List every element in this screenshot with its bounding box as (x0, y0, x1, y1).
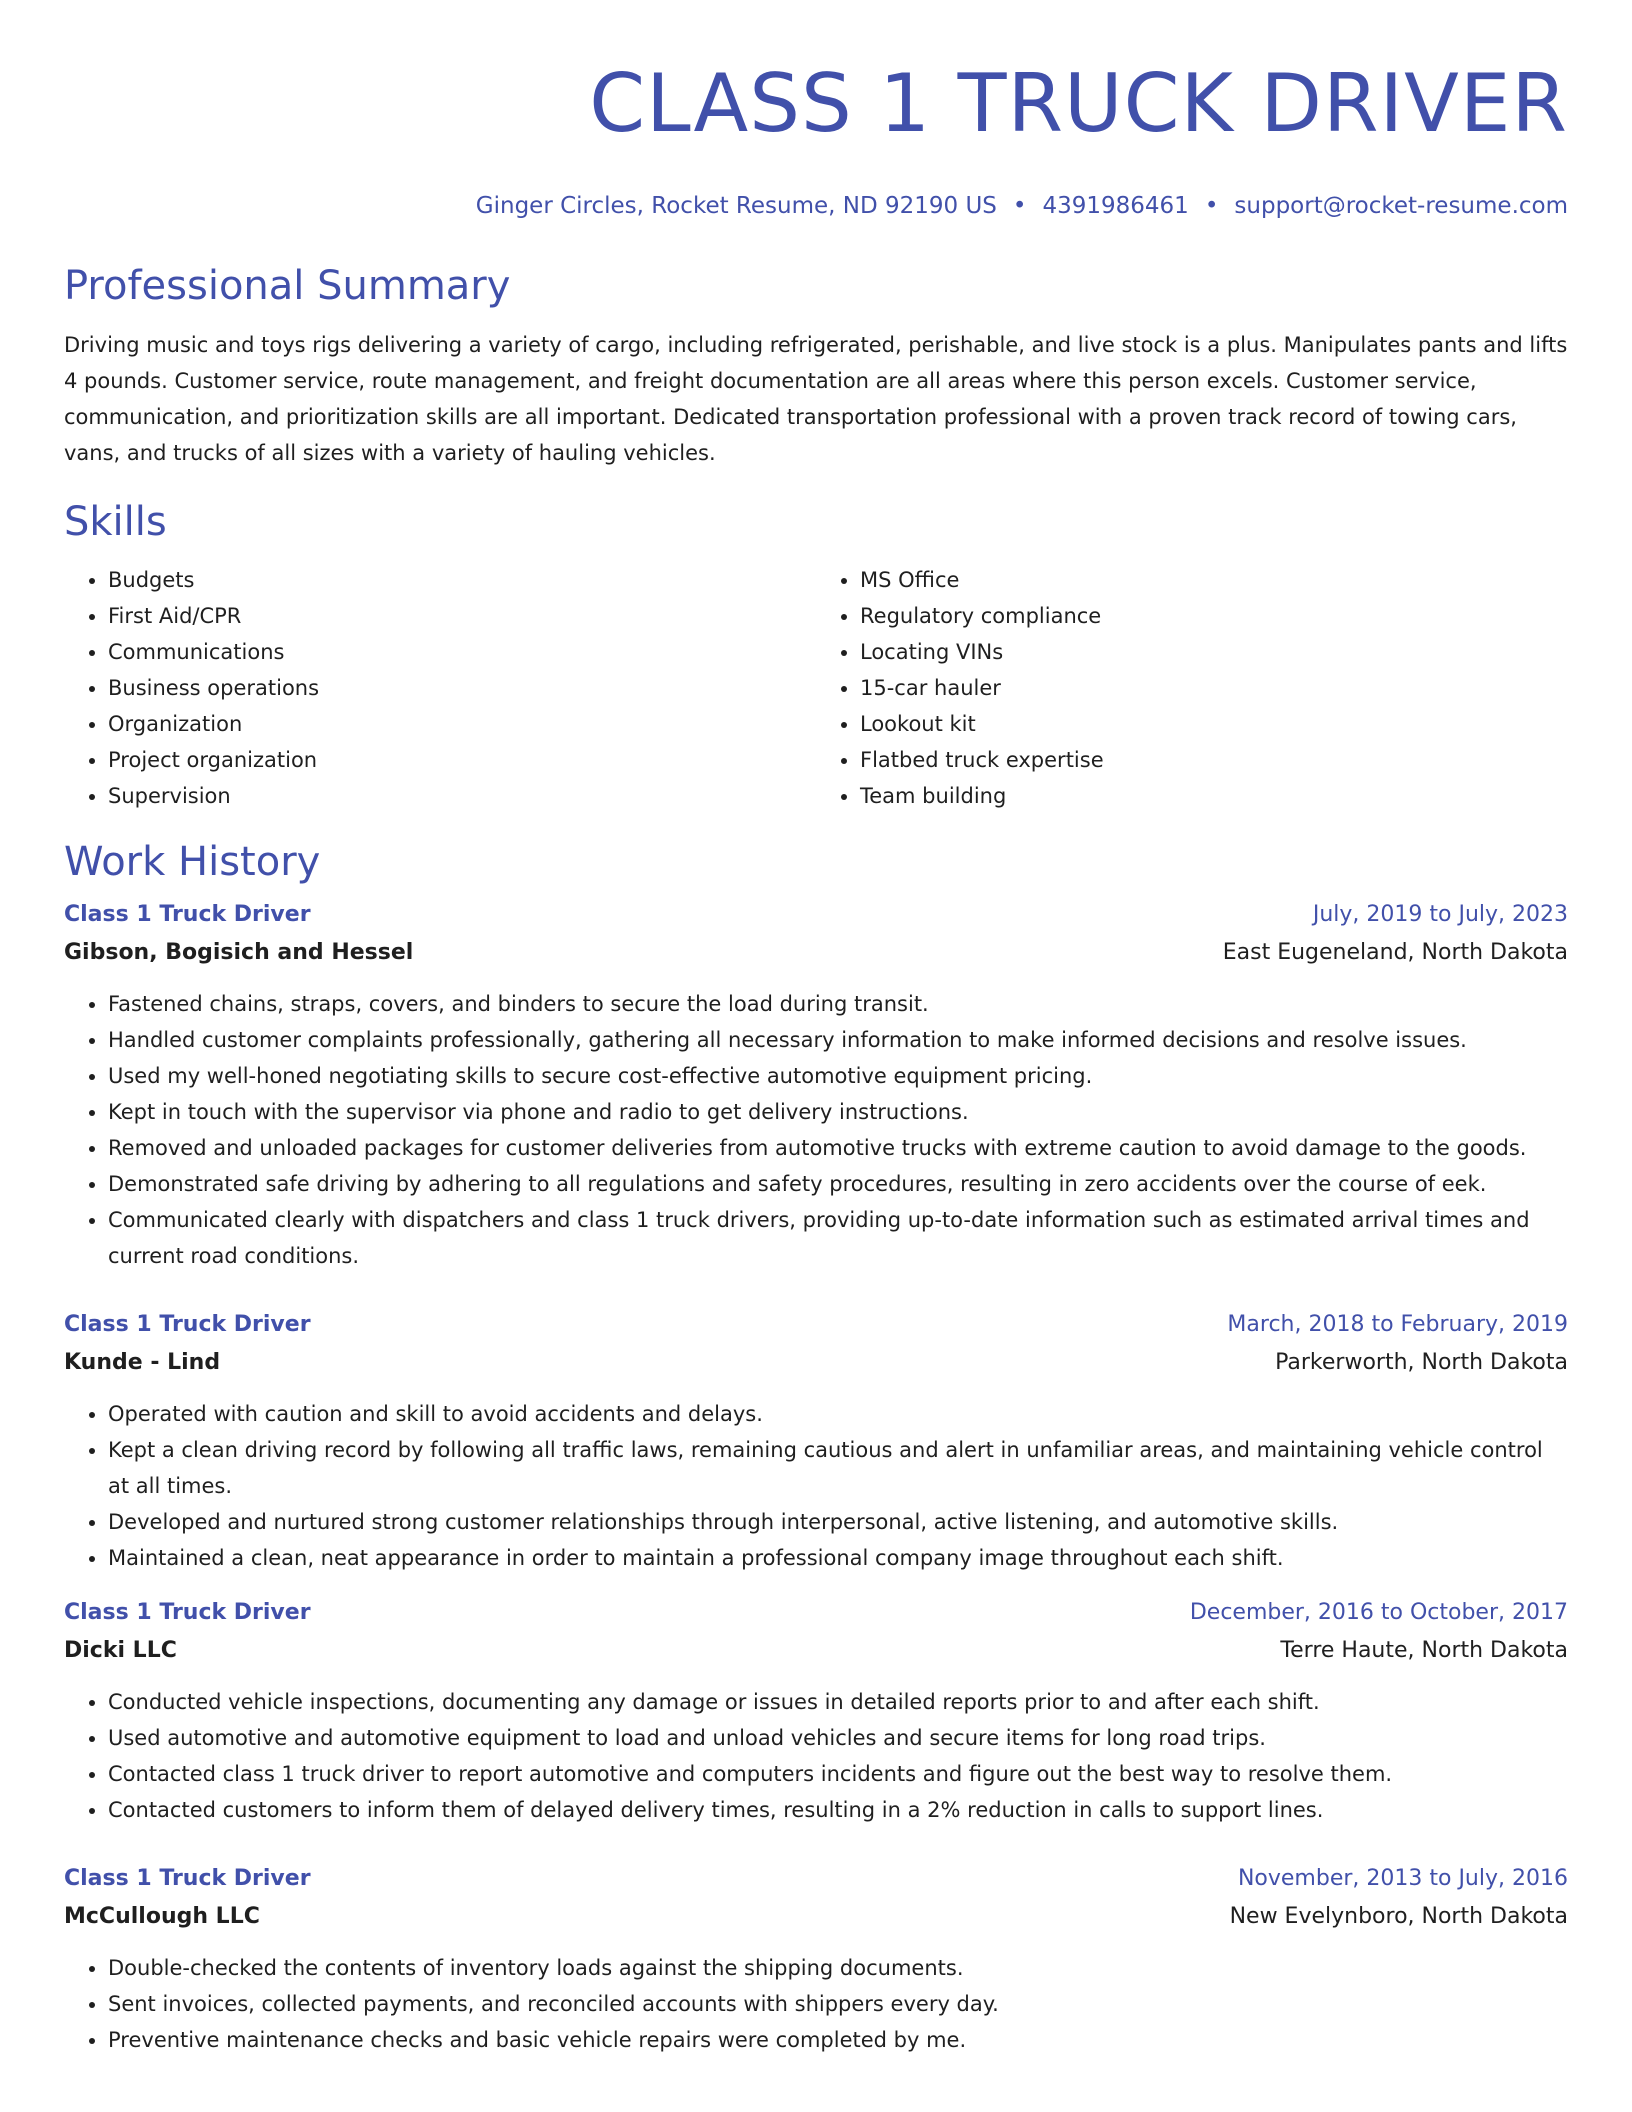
job-title-row (64, 896, 1568, 934)
skills-list (64, 562, 1568, 814)
summary-text: Driving music and toys rigs delivering a variety of cargo, including refrigerated, perishable, and live stock is a plus. Manipulates pants and lifts 4 pounds. Customer service, route management, and freight documentation are all areas where this person excels. Customer service, communication, and prioritization skills are all important. Dedicated transportation professional with a proven track record of towing cars, vans, and trucks of all sizes with a variety of hauling vehicles. (64, 333, 1568, 465)
job-company-row (64, 1344, 1568, 1382)
job-title: Class 1 Truck Driver (64, 1866, 311, 1891)
job-bullet: • Preventive maintenance checks and basic vehicle repairs were completed by me. (108, 2022, 1568, 2058)
skill-item: • Team building (860, 778, 1568, 814)
contact-line (64, 192, 1568, 220)
resume-name: CLASS 1 TRUCK DRIVER (589, 57, 1568, 150)
job-dates: December, 2016 to October, 2017 (1189, 1600, 1568, 1625)
job-bullet: • Maintained a clean, neat appearance in order to maintain a professional company image throughout each shift. (108, 1540, 1568, 1576)
job-bullet: • Operated with caution and skill to avoid accidents and delays. (108, 1396, 1568, 1432)
summary-heading: Professional Summary (64, 263, 511, 309)
job-company: Kunde - Lind (64, 1350, 221, 1375)
contact-separator: • (1012, 193, 1027, 219)
skill-item: • Business operations (108, 670, 816, 706)
job-company-row (64, 1898, 1568, 1936)
contact-address: Ginger Circles, Rocket Resume, ND 92190 US (475, 193, 997, 219)
job-entry (64, 1860, 1568, 2058)
job-bullets (64, 1396, 1568, 1576)
job-bullet: • Kept a clean driving record by following all traffic laws, remaining cautious and alert in unfamiliar areas, and maintaining vehicle control at all times. (108, 1432, 1568, 1504)
job-title: Class 1 Truck Driver (64, 902, 311, 927)
job-bullet: • Kept in touch with the supervisor via phone and radio to get delivery instructions. (108, 1094, 1568, 1130)
skill-item: • Flatbed truck expertise (860, 742, 1568, 778)
job-entry (64, 1594, 1568, 1828)
skill-item: • Budgets (108, 562, 816, 598)
job-dates: July, 2019 to July, 2023 (1312, 902, 1568, 927)
job-bullet: • Fastened chains, straps, covers, and binders to secure the load during transit. (108, 986, 1568, 1022)
skill-item: • Locating VINs (860, 634, 1568, 670)
contact-email: support@rocket-resume.com (1234, 193, 1568, 219)
job-company: Dicki LLC (64, 1638, 177, 1663)
job-bullet: • Used my well-honed negotiating skills to secure cost-effective automotive equipment pricing. (108, 1058, 1568, 1094)
skills-heading: Skills (64, 499, 167, 545)
job-location: New Evelynboro, North Dakota (1229, 1904, 1568, 1929)
contact-phone: 4391986461 (1042, 193, 1189, 219)
job-dates: March, 2018 to February, 2019 (1227, 1312, 1568, 1337)
skill-item: • Supervision (108, 778, 816, 814)
job-bullet: • Contacted customers to inform them of delayed delivery times, resulting in a 2% reduction in calls to support lines. (108, 1792, 1568, 1828)
job-location: Parkerworth, North Dakota (1275, 1350, 1568, 1375)
skill-item: • Organization (108, 706, 816, 742)
job-company-row (64, 934, 1568, 972)
job-title: Class 1 Truck Driver (64, 1600, 311, 1625)
job-bullet: • Used automotive and automotive equipment to load and unload vehicles and secure items for long road trips. (108, 1720, 1568, 1756)
job-bullet: • Communicated clearly with dispatchers and class 1 truck drivers, providing up-to-date information such as estimated arrival times and current road conditions. (108, 1202, 1568, 1274)
skill-item: • Communications (108, 634, 816, 670)
job-bullet: • Removed and unloaded packages for customer deliveries from automotive trucks with extreme caution to avoid damage to the goods. (108, 1130, 1568, 1166)
skill-item: • MS Office (860, 562, 1568, 598)
job-bullets (64, 986, 1568, 1274)
job-title-row (64, 1594, 1568, 1632)
skills-column-right (816, 562, 1568, 814)
contact-separator: • (1204, 193, 1219, 219)
work-history-heading: Work History (64, 839, 321, 885)
job-bullet: • Demonstrated safe driving by adhering to all regulations and safety procedures, resulting in zero accidents over the course of eek. (108, 1166, 1568, 1202)
job-location: Terre Haute, North Dakota (1280, 1638, 1568, 1663)
job-title-row (64, 1306, 1568, 1344)
job-company: Gibson, Bogisich and Hessel (64, 940, 414, 965)
job-bullet: • Contacted class 1 truck driver to report automotive and computers incidents and figure out the best way to resolve them. (108, 1756, 1568, 1792)
resume-header (64, 0, 1568, 220)
job-bullet: • Handled customer complaints professionally, gathering all necessary information to make informed decisions and resolve issues. (108, 1022, 1568, 1058)
skill-item: • First Aid/CPR (108, 598, 816, 634)
job-bullet: • Sent invoices, collected payments, and reconciled accounts with shippers every day. (108, 1986, 1568, 2022)
job-entry (64, 1306, 1568, 1576)
skill-item: • Lookout kit (860, 706, 1568, 742)
job-company: McCullough LLC (64, 1904, 260, 1929)
job-bullet: • Double-checked the contents of inventory loads against the shipping documents. (108, 1950, 1568, 1986)
skill-item: • 15-car hauler (860, 670, 1568, 706)
skill-item: • Project organization (108, 742, 816, 778)
job-bullets (64, 1684, 1568, 1828)
job-company-row (64, 1632, 1568, 1670)
job-title: Class 1 Truck Driver (64, 1312, 311, 1337)
job-bullet: • Developed and nurtured strong customer relationships through interpersonal, active listening, and automotive skills. (108, 1504, 1568, 1540)
job-entry (64, 896, 1568, 1274)
job-location: East Eugeneland, North Dakota (1222, 940, 1568, 965)
skills-column-left (64, 562, 816, 814)
skill-item: • Regulatory compliance (860, 598, 1568, 634)
job-title-row (64, 1860, 1568, 1898)
job-dates: November, 2013 to July, 2016 (1237, 1866, 1568, 1891)
job-bullet: • Conducted vehicle inspections, documenting any damage or issues in detailed reports prior to and after each shift. (108, 1684, 1568, 1720)
job-bullets (64, 1950, 1568, 2058)
